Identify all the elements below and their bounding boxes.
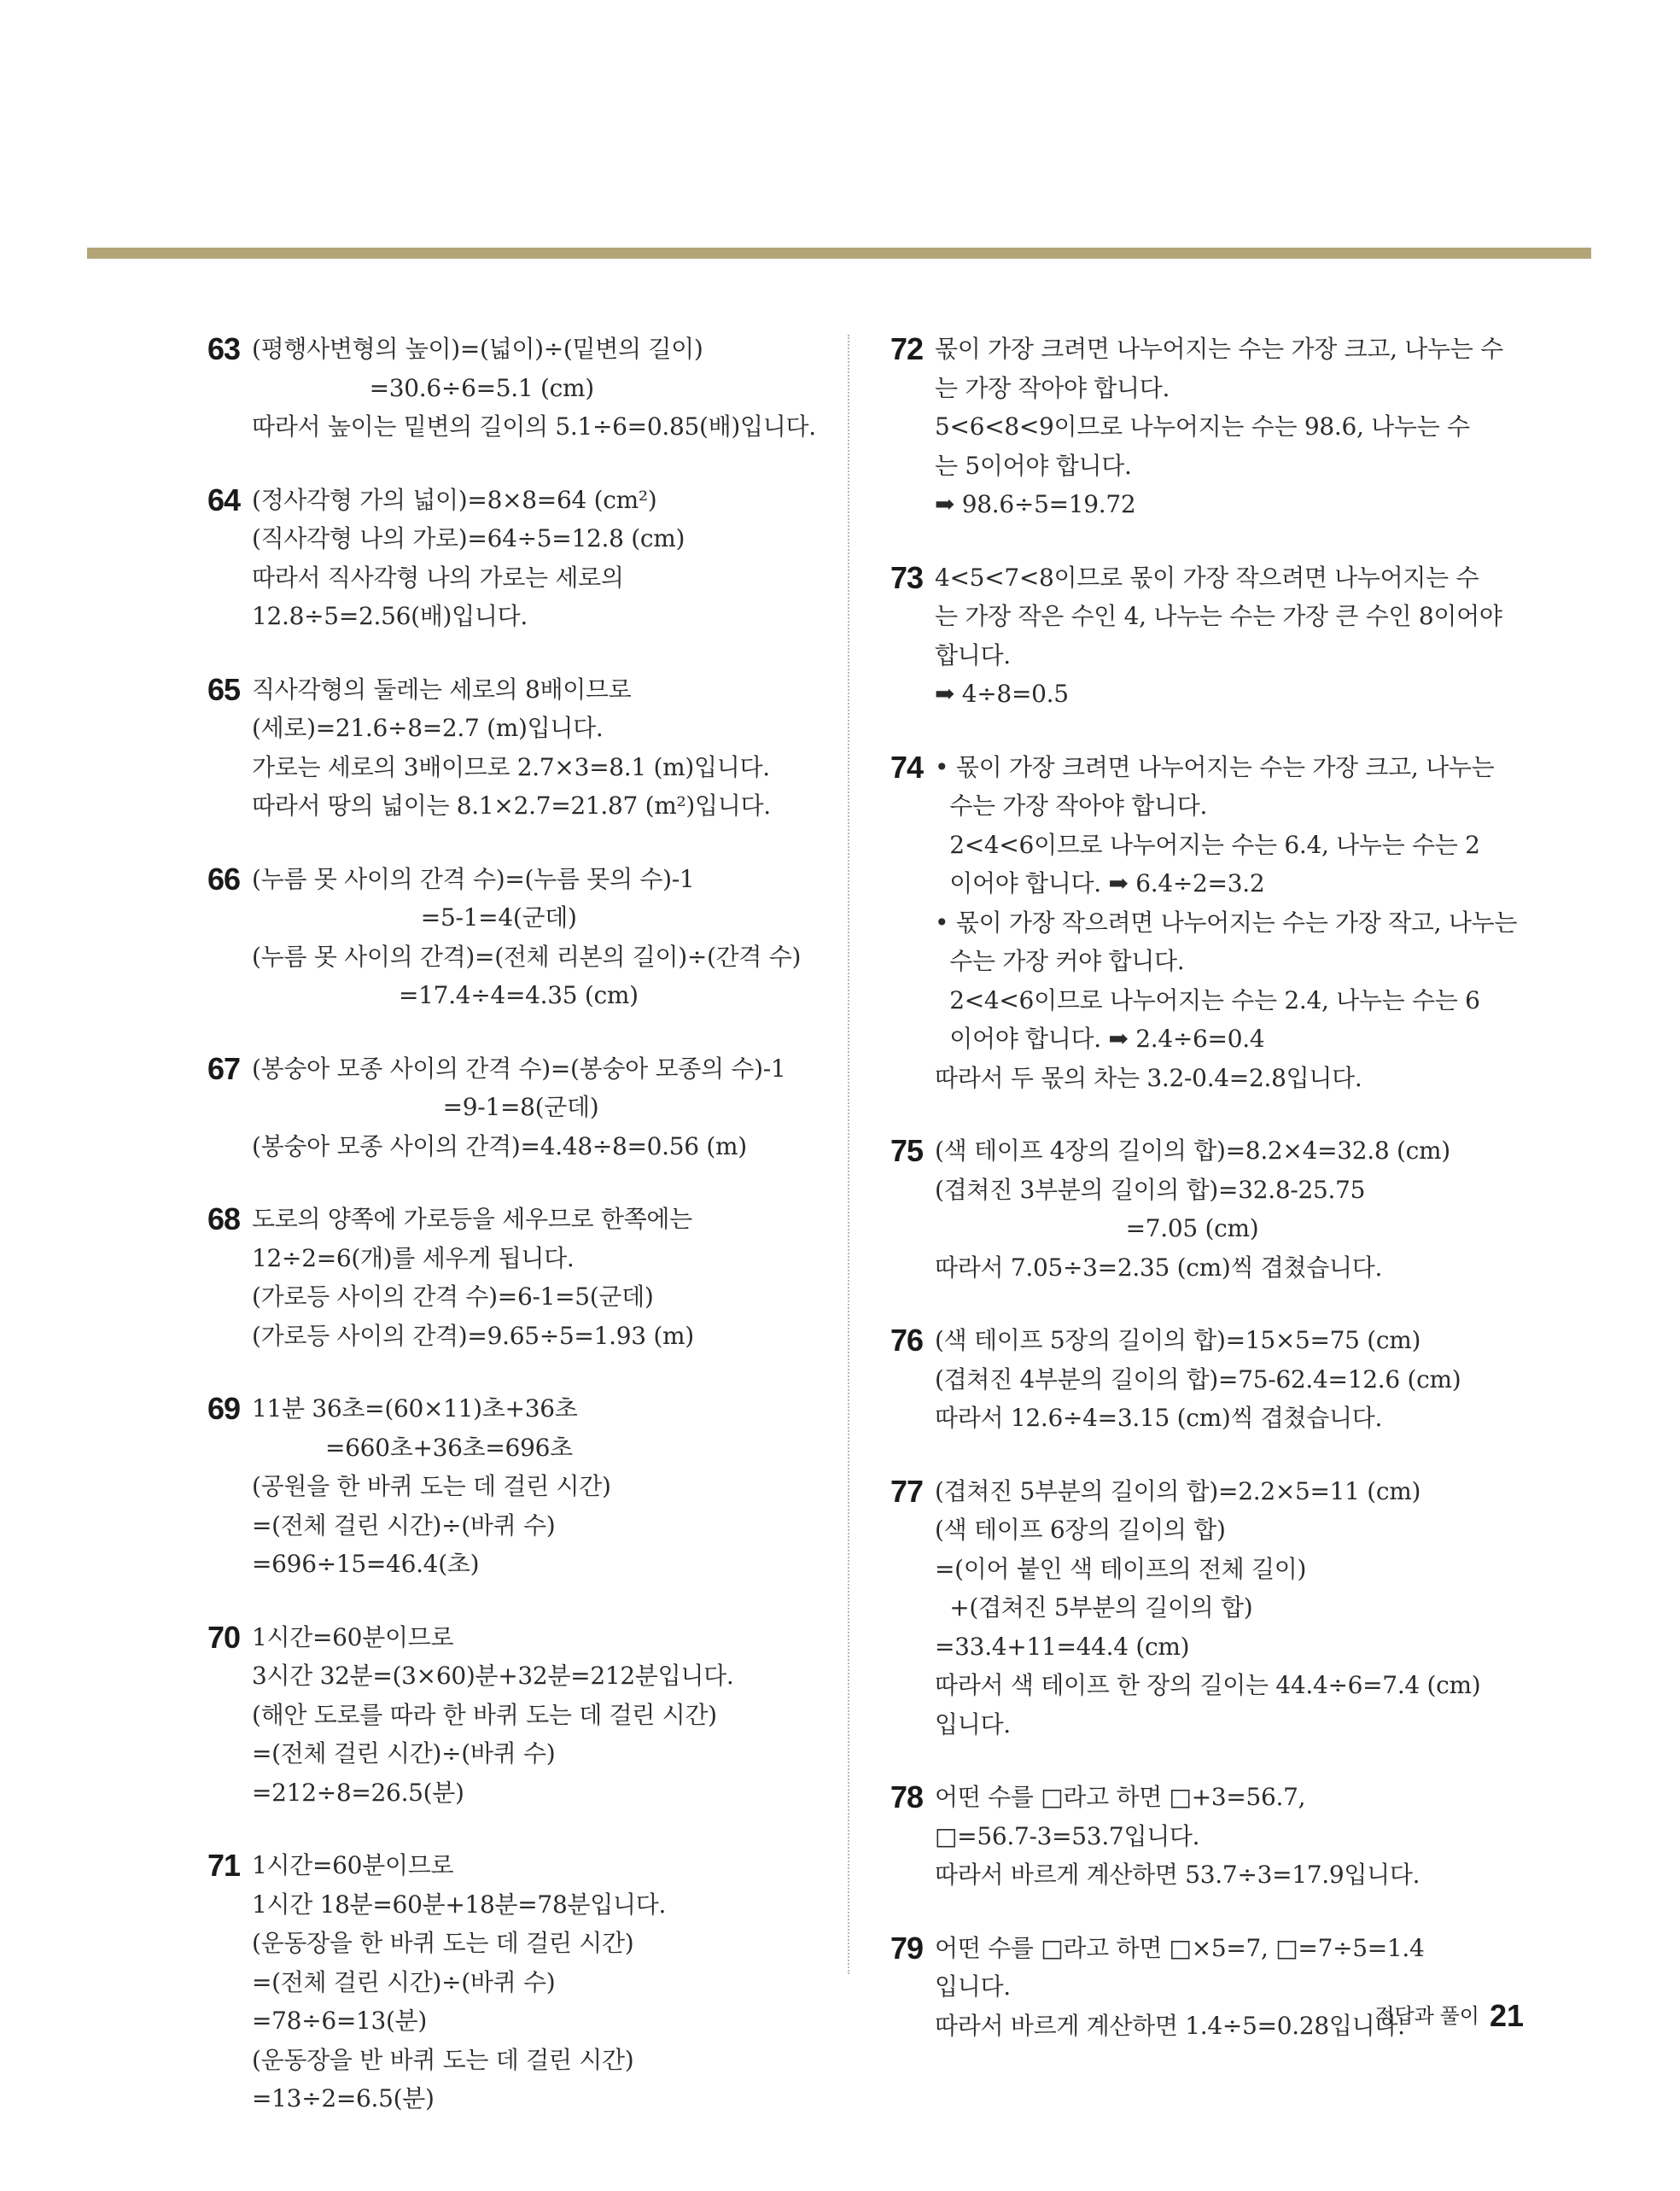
header-rule bbox=[87, 248, 1591, 259]
solution-line: (색 테이프 5장의 길이의 합)=15×5=75 (cm) bbox=[935, 1326, 1421, 1354]
solution-line: =30.6÷6=5.1 (cm) bbox=[252, 373, 594, 402]
solution-line: 따라서 7.05÷3=2.35 (cm)씩 겹쳤습니다. bbox=[935, 1253, 1383, 1282]
solution-line: 수는 가장 커야 합니다. bbox=[935, 947, 1185, 975]
solution-line: 는 5이어야 합니다. bbox=[935, 451, 1132, 480]
problem-68 bbox=[207, 1200, 839, 1355]
solution-line: (봉숭아 모종 사이의 간격 수)=(봉숭아 모종의 수)-1 bbox=[252, 1054, 786, 1083]
solution-line: 수는 가장 작아야 합니다. bbox=[935, 792, 1208, 820]
solution-line: 2<4<6이므로 나누어지는 수는 6.4, 나누는 수는 2 bbox=[935, 830, 1480, 859]
solution-line: 어떤 수를 □라고 하면 □+3=56.7, bbox=[935, 1783, 1306, 1811]
solution-line: =(전체 걸린 시간)÷(바퀴 수) bbox=[252, 1510, 556, 1540]
problem-74 bbox=[890, 748, 1518, 1098]
solution-line: 따라서 땅의 넓이는 8.1×2.7=21.87 (m²)입니다. bbox=[252, 792, 771, 820]
solution-line: (공원을 한 바퀴 도는 데 걸린 시간) bbox=[252, 1472, 611, 1500]
solution-line: (겹쳐진 3부분의 길이의 합)=32.8-25.75 bbox=[935, 1175, 1366, 1204]
solution-line: (정사각형 가의 넓이)=8×8=64 (cm²) bbox=[252, 485, 657, 514]
problem-number: 79 bbox=[890, 1930, 924, 1966]
problem-number: 73 bbox=[890, 559, 924, 595]
solution-line: =(전체 걸린 시간)÷(바퀴 수) bbox=[252, 1739, 556, 1767]
solution-line: (직사각형 나의 가로)=64÷5=12.8 (cm) bbox=[252, 524, 685, 552]
solution-line: 이어야 합니다. ➡ 6.4÷2=3.2 bbox=[935, 869, 1265, 897]
solution-line: (겹쳐진 5부분의 길이의 합)=2.2×5=11 (cm) bbox=[935, 1476, 1421, 1505]
solution-line: 따라서 바르게 계산하면 1.4÷5=0.28입니다. bbox=[935, 2011, 1405, 2040]
solution-line: 2<4<6이므로 나누어지는 수는 2.4, 나누는 수는 6 bbox=[935, 985, 1480, 1014]
solution-line: =5-1=4(군데) bbox=[252, 903, 577, 932]
solution-line: 12.8÷5=2.56(배)입니다. bbox=[252, 602, 528, 630]
problem-77 bbox=[890, 1472, 1505, 1744]
solution-line: =17.4÷4=4.35 (cm) bbox=[252, 981, 639, 1009]
problem-number: 77 bbox=[890, 1473, 924, 1509]
solution-line: =696÷15=46.4(초) bbox=[252, 1550, 480, 1578]
problem-73 bbox=[890, 558, 1505, 714]
solution-line: 3시간 32분=(3×60)분+32분=212분입니다. bbox=[252, 1662, 734, 1690]
left-column bbox=[207, 330, 839, 2153]
solution-line: 입니다. bbox=[935, 1709, 1011, 1738]
solution-line: (색 테이프 6장의 길이의 합) bbox=[935, 1516, 1226, 1544]
solution-line: 1시간=60분이므로 bbox=[252, 1851, 454, 1879]
solution-line: ➡ 98.6÷5=19.72 bbox=[935, 490, 1136, 518]
solution-line: 몫이 가장 크려면 나누어지는 수는 가장 크고, 나누는 수 bbox=[935, 335, 1503, 363]
problem-76 bbox=[890, 1321, 1505, 1438]
solution-line: 따라서 높이는 밑변의 길이의 5.1÷6=0.85(배)입니다. bbox=[252, 412, 816, 441]
solution-line: +(겹쳐진 5부분의 길이의 합) bbox=[935, 1593, 1253, 1621]
page-footer bbox=[1353, 1998, 1524, 2034]
solution-line: 따라서 색 테이프 한 장의 길이는 44.4÷6=7.4 (cm) bbox=[935, 1671, 1481, 1699]
problem-72 bbox=[890, 330, 1505, 524]
solution-line: 따라서 직사각형 나의 가로는 세로의 bbox=[252, 563, 624, 592]
problem-number: 76 bbox=[890, 1323, 924, 1358]
problem-number: 69 bbox=[207, 1391, 241, 1426]
solution-line: =33.4+11=44.4 (cm) bbox=[935, 1632, 1190, 1661]
solution-line: 1시간=60분이므로 bbox=[252, 1622, 454, 1651]
problem-number: 74 bbox=[890, 749, 924, 785]
solution-line: (가로등 사이의 간격 수)=6-1=5(군데) bbox=[252, 1282, 654, 1311]
problem-number: 72 bbox=[890, 331, 924, 366]
solution-line: 12÷2=6(개)를 세우게 됩니다. bbox=[252, 1243, 575, 1272]
problem-70 bbox=[207, 1618, 839, 1813]
problem-71 bbox=[207, 1846, 839, 2118]
problem-number: 71 bbox=[207, 1848, 241, 1883]
solution-line: 1시간 18분=60분+18분=78분입니다. bbox=[252, 1890, 667, 1919]
problem-number: 75 bbox=[890, 1133, 924, 1168]
solution-line: 는 가장 작은 수인 4, 나누는 수는 가장 큰 수인 8이어야 bbox=[935, 602, 1502, 630]
solution-line: 따라서 바르게 계산하면 53.7÷3=17.9입니다. bbox=[935, 1861, 1420, 1889]
problem-63 bbox=[207, 330, 839, 447]
solution-line: 5<6<8<9이므로 나누어지는 수는 98.6, 나누는 수 bbox=[935, 412, 1470, 441]
problem-67 bbox=[207, 1049, 839, 1166]
problem-66 bbox=[207, 860, 839, 1015]
solution-line: 합니다. bbox=[935, 640, 1011, 669]
problem-69 bbox=[207, 1389, 839, 1584]
solution-line: 이어야 합니다. ➡ 2.4÷6=0.4 bbox=[935, 1025, 1265, 1053]
solution-line: 11분 36초=(60×11)초+36초 bbox=[252, 1394, 578, 1423]
solution-line: • 몫이 가장 크려면 나누어지는 수는 가장 크고, 나누는 bbox=[935, 752, 1495, 781]
solution-line: =13÷2=6.5(분) bbox=[252, 2084, 435, 2112]
problem-78 bbox=[890, 1778, 1505, 1895]
problem-number: 64 bbox=[207, 482, 241, 517]
solution-line: (가로등 사이의 간격)=9.65÷5=1.93 (m) bbox=[252, 1321, 694, 1350]
solution-line: (해안 도로를 따라 한 바퀴 도는 데 걸린 시간) bbox=[252, 1700, 717, 1729]
solution-line: 도로의 양쪽에 가로등을 세우므로 한쪽에는 bbox=[252, 1205, 692, 1233]
solution-line: (색 테이프 4장의 길이의 합)=8.2×4=32.8 (cm) bbox=[935, 1136, 1450, 1165]
problem-64 bbox=[207, 481, 839, 636]
solution-line: (봉숭아 모종 사이의 간격)=4.48÷8=0.56 (m) bbox=[252, 1131, 747, 1160]
solution-line: (운동장을 한 바퀴 도는 데 걸린 시간) bbox=[252, 1929, 634, 1957]
solution-line: □=56.7-3=53.7입니다. bbox=[935, 1821, 1200, 1850]
solution-line: =212÷8=26.5(분) bbox=[252, 1778, 464, 1807]
solution-line: 어떤 수를 □라고 하면 □×5=7, □=7÷5=1.4 bbox=[935, 1933, 1425, 1962]
solution-line: 직사각형의 둘레는 세로의 8배이므로 bbox=[252, 675, 632, 704]
solution-line: =78÷6=13(분) bbox=[252, 2007, 428, 2035]
solution-line: (겹쳐진 4부분의 길이의 합)=75-62.4=12.6 (cm) bbox=[935, 1364, 1461, 1393]
solution-line: (누름 못 사이의 간격 수)=(누름 못의 수)-1 bbox=[252, 864, 695, 893]
problem-number: 78 bbox=[890, 1779, 924, 1814]
solution-line: 가로는 세로의 3배이므로 2.7×3=8.1 (m)입니다. bbox=[252, 752, 770, 781]
solution-line: • 몫이 가장 작으려면 나누어지는 수는 가장 작고, 나누는 bbox=[935, 908, 1518, 937]
problem-number: 63 bbox=[207, 331, 241, 366]
solution-line: (평행사변형의 높이)=(넓이)÷(밑변의 길이) bbox=[252, 335, 703, 363]
solution-line: (세로)=21.6÷8=2.7 (m)입니다. bbox=[252, 714, 604, 742]
problem-number: 66 bbox=[207, 861, 241, 897]
solution-line: 입니다. bbox=[935, 1972, 1011, 2001]
solution-line: 는 가장 작아야 합니다. bbox=[935, 373, 1170, 402]
column-divider bbox=[848, 335, 849, 1974]
solution-line: 4<5<7<8이므로 몫이 가장 작으려면 나누어지는 수 bbox=[935, 563, 1479, 592]
solution-line: ➡ 4÷8=0.5 bbox=[935, 680, 1069, 708]
problem-75 bbox=[890, 1131, 1505, 1287]
solution-line: 따라서 12.6÷4=3.15 (cm)씩 겹쳤습니다. bbox=[935, 1404, 1383, 1432]
solution-line: =7.05 (cm) bbox=[935, 1214, 1259, 1242]
footer-label: 정답과 풀이 bbox=[1374, 2005, 1479, 2028]
solution-line: (누름 못 사이의 간격)=(전체 리본의 길이)÷(간격 수) bbox=[252, 942, 802, 971]
solution-line: =660초+36초=696초 bbox=[252, 1433, 573, 1462]
problem-number: 68 bbox=[207, 1201, 241, 1236]
solution-line: =9-1=8(군데) bbox=[252, 1093, 599, 1121]
problem-65 bbox=[207, 670, 839, 826]
problem-number: 70 bbox=[207, 1619, 241, 1655]
page-number: 21 bbox=[1489, 1998, 1524, 2033]
solution-line: =(이어 붙인 색 테이프의 전체 길이) bbox=[935, 1554, 1307, 1583]
problem-number: 65 bbox=[207, 671, 241, 707]
solution-line: (운동장을 반 바퀴 도는 데 걸린 시간) bbox=[252, 2045, 634, 2074]
solution-line: =(전체 걸린 시간)÷(바퀴 수) bbox=[252, 1967, 556, 1996]
solution-line: 따라서 두 몫의 차는 3.2-0.4=2.8입니다. bbox=[935, 1063, 1362, 1092]
problem-number: 67 bbox=[207, 1050, 241, 1086]
